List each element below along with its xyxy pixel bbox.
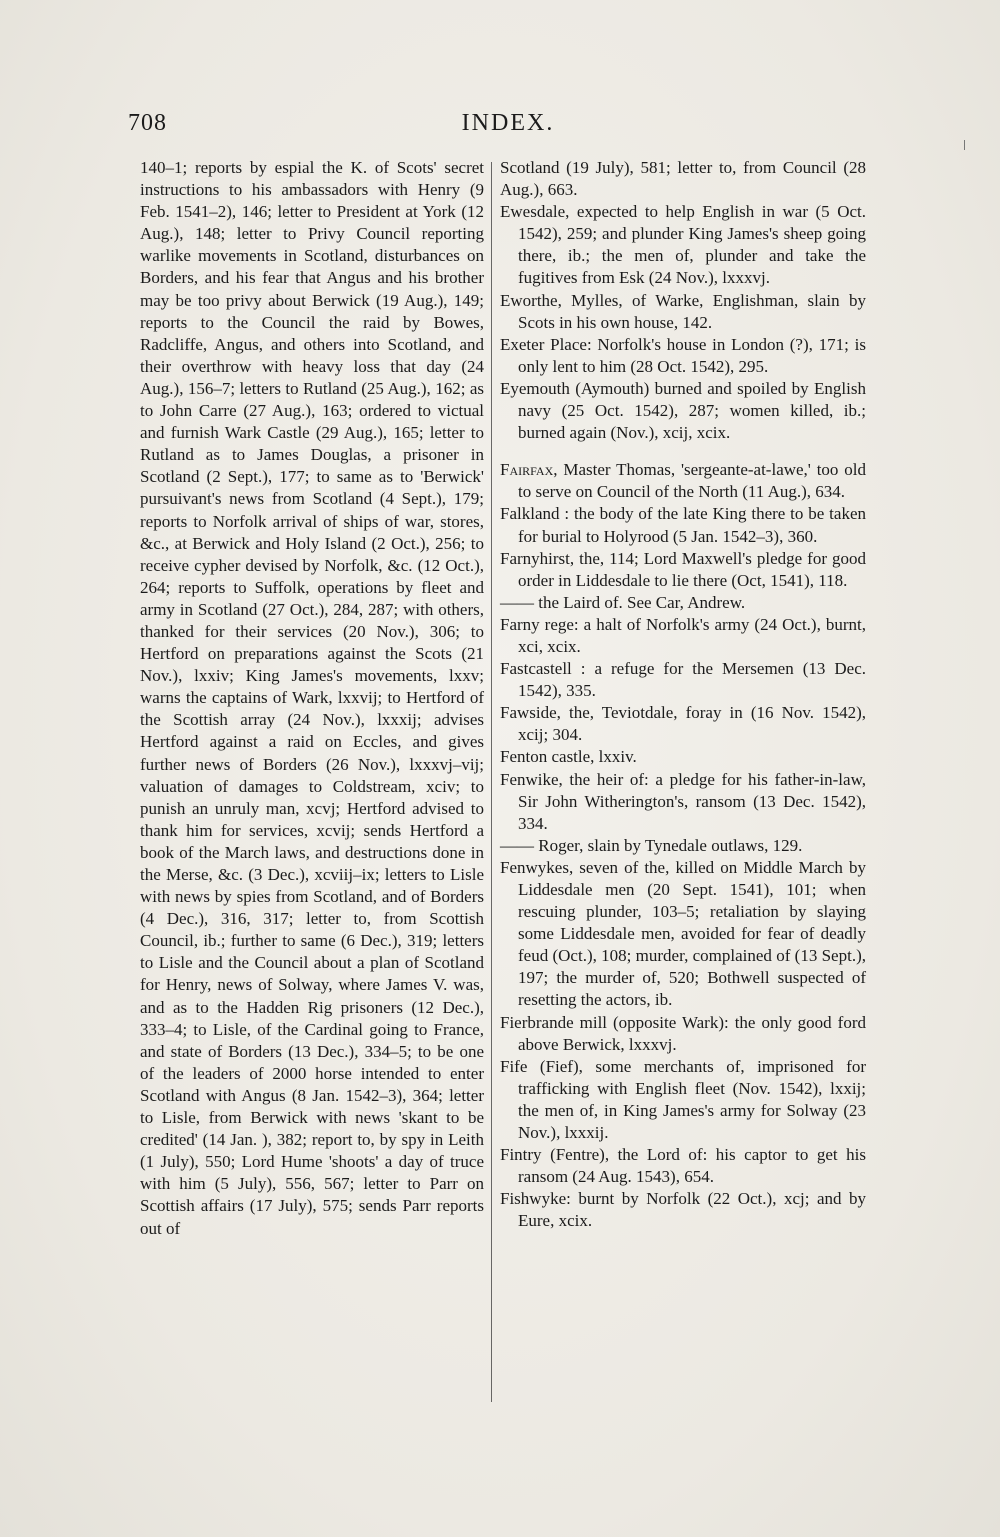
index-entry-fierbrande-mill: Fierbrande mill (opposite Wark): the only good ford above Berwick, lxxxvj.	[500, 1012, 866, 1054]
running-title: INDEX.	[461, 110, 555, 136]
index-entry-continuation: 140–1; reports by espial the K. of Scots' secret instructions to his ambassadors with Henry (9 Feb. 1541–2), 146; letter to President at York (12 Aug.), 148; letter to Privy Council reporting warlike movements in Scotland, disturbances on Borders, and his fear that Angus and his brother may be too privy about Berwick (19 Aug.), 149; reports to the Council the raid by Bowes, Radcliffe, Angus, and others into Scotland, and their overthrow with heavy loss that day (24 Aug.), 156–7; letters to Rutland (25 Aug.), 162; as to John Carre (27 Aug.), 163; ordered to victual and furnish Wark Castle (29 Aug.), 165; letter to Rutland as to James Douglas, a prisoner in Scotland (2 Sept.), 177; to same as to 'Berwick' pursuivant's news from Scotland (4 Sept.), 179; reports to Norfolk arrival of ships of war, stores, &c., at Berwick and Holy Island (2 Oct.), 256; to receive cypher devised by Norfolk, &c. (12 Oct.), 264; reports to Suffolk, operations by fleet and army in Scotland (27 Oct.), 284, 287; with others, thanked for their services (20 Nov.), 306; to Hertford on preparations against the Scots (21 Nov.), lxxiv; King James's movements, lxxv; warns the captains of Wark, lxxvij; to Hertford of the Scottish array (24 Nov.), lxxxij; advises Hertford against a raid on Eccles, and gives further news of Borders (26 Nov.), lxxxvj–vij; valuation of damages to Coldstream, xciv; to punish an unruly man, xcvj; Hertford advised to thank him for services, xcvij; sends Hertford a book of the March laws, and destructions done in the Merse, &c. (3 Dec.), xcviij–ix; letters to Lisle with news by spies from Scotland, and of Borders (4 Dec.), 316, 317; letter to, from Scottish Council, ib.; further to same (6 Dec.), 319; letters to Lisle and the Council about a plan of Scotland for Henry, news of Solway, where James V. was, and as to the Hadden Rig prisoners (12 Dec.), 333–4; to Lisle, of the Cardinal going to France, and state of Borders (13 Dec.), 334–5; to be one of the leaders of 2000 horse intended to enter Scotland with Angus (8 Jan. 1542–3), 364; letter to Lisle, from Berwick with news 'skant to be credited' (14 Jan. ), 382; report to, by spy in Leith (1 July), 550; Lord Hume 'shoots' a day of truce with him (5 July), 556, 567; letter to Parr on Scottish affairs (17 July), 575; sends Parr reports out of	[140, 158, 484, 1238]
index-entry-eyemouth: Eyemouth (Aymouth) burned and spoiled by English navy (25 Oct. 1542), 287; women killed, ib.; burned again (Nov.), xcij, xcix.	[500, 378, 866, 443]
index-entry-falkland: Falkland : the body of the late King there to be taken for burial to Holyrood (5 Jan. 1542–3), 360.	[500, 504, 866, 546]
index-entry-farnyhirst-laird: —— the Laird of. See Car, Andrew.	[500, 592, 746, 612]
index-entry-fenwykes: Fenwykes, seven of the, killed on Middle March by Liddesdale men (20 Sept. 1541), 101; when rescuing plunder, 103–5; retaliation by slaying some Liddesdale men, avoided for fear of deadly feud (Oct.), 108; murder, complained of (13 Sept.), 197; the murder of, 520; Bothwell suspected of resetting the actors, ib.	[500, 857, 866, 1010]
index-entry-fawside: Fawside, the, Teviotdale, foray in (16 Nov. 1542), xcij; 304.	[500, 703, 866, 745]
column-divider	[491, 162, 492, 1402]
index-entry-fairfax: Fairfax, Master Thomas, 'sergeante-at-lawe,' too old to serve on Council of the North (11 Aug.), 634.	[500, 460, 866, 502]
index-entry-fenwike: Fenwike, the heir of: a pledge for his father-in-law, Sir John Witherington's, ransom (13 Dec. 1542), 334.	[500, 769, 866, 833]
index-entry-farnyhirst: Farnyhirst, the, 114; Lord Maxwell's pledge for good order in Liddesdale to lie there (Oct, 1541), 118.	[500, 548, 866, 590]
right-column	[500, 157, 866, 1233]
index-entry-ewesdale: Ewesdale, expected to help English in war (5 Oct. 1542), 259; and plunder King James's sheep going there, ib.; the men of, plunder and take the fugitives from Esk (24 Nov.), lxxxvj.	[500, 202, 866, 288]
index-entry-continuation: Scotland (19 July), 581; letter to, from Council (28 Aug.), 663.	[500, 158, 866, 200]
index-entry-fenton-castle: Fenton castle, lxxiv.	[500, 747, 637, 767]
index-entry-fenwike-roger: —— Roger, slain by Tynedale outlaws, 129.	[500, 835, 803, 855]
margin-mark	[964, 140, 965, 150]
index-entry-fastcastell: Fastcastell : a refuge for the Mersemen (13 Dec. 1542), 335.	[500, 659, 866, 701]
page-header	[128, 110, 888, 150]
index-entry-fife: Fife (Fief), some merchants of, imprisoned for trafficking with English fleet (Nov. 1542), lxxij; the men of, in King James's army for Solway (23 Nov.), lxxxij.	[500, 1056, 866, 1143]
left-column	[140, 157, 484, 1240]
index-entry-fintry: Fintry (Fentre), the Lord of: his captor to get his ransom (24 Aug. 1543), 654.	[500, 1145, 866, 1187]
index-entry-fishwyke: Fishwyke: burnt by Norfolk (22 Oct.), xcj; and by Eure, xcix.	[500, 1189, 866, 1231]
page-number: 708	[128, 110, 167, 136]
index-entry-eworthe: Eworthe, Mylles, of Warke, Englishman, slain by Scots in his own house, 142.	[500, 290, 866, 332]
index-entry-exeter-place: Exeter Place: Norfolk's house in London (?), 171; is only lent to him (28 Oct. 1542), 295.	[500, 334, 866, 376]
index-entry-farny-rege: Farny rege: a halt of Norfolk's army (24 Oct.), burnt, xci, xcix.	[500, 614, 866, 656]
